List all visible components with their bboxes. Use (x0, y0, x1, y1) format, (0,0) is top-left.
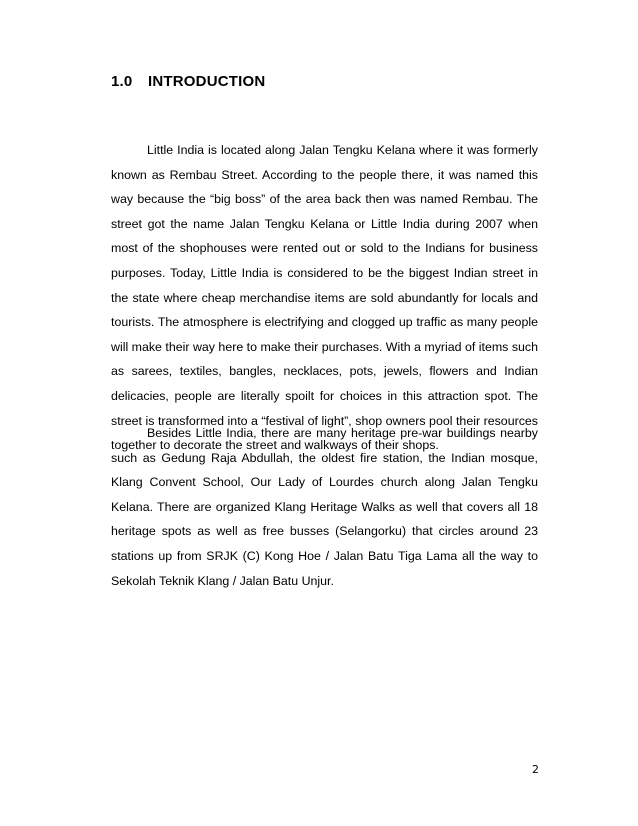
paragraph-heritage-buildings: Besides Little India, there are many heritage pre-war buildings nearby such as Gedung Raja Abdullah, the oldest fire station, the Indian mosque, Klang Convent School, Our Lady of Lourdes church along Jalan Tengku Kelana. There are organized Klang Heritage Walks as well that covers all 18 heritage spots as well as free busses (Selangorku) that circles around 23 stations up from SRJK (C) Kong Hoe / Jalan Batu Tiga Lama all the way to Sekolah Teknik Klang / Jalan Batu Unjur. (111, 426, 538, 588)
section-title: INTRODUCTION (148, 73, 266, 90)
section-heading (111, 73, 265, 90)
paragraph-little-india: Little India is located along Jalan Tengku Kelana where it was formerly known as Rembau Street. According to the people there, it was named this way because the “big boss” of the area back then was named Rembau. The street got the name Jalan Tengku Kelana or Little India during 2007 when most of the shophouses were rented out or sold to the Indians for business purposes. Today, Little India is considered to be the biggest Indian street in the state where cheap merchandise items are sold abundantly for locals and tourists. The atmosphere is electrifying and clogged up traffic as many people will make their way here to make their purchases. With a myriad of items such as sarees, textiles, bangles, necklaces, pots, jewels, flowers and Indian delicacies, people are literally spoilt for choices in this attraction spot. The street is transformed into a “festival of light”, shop owners pool their resources together to decorate the street and walkways of their shops. (111, 143, 538, 453)
page-number: 2 (532, 763, 539, 776)
section-number: 1.0 (111, 73, 133, 90)
